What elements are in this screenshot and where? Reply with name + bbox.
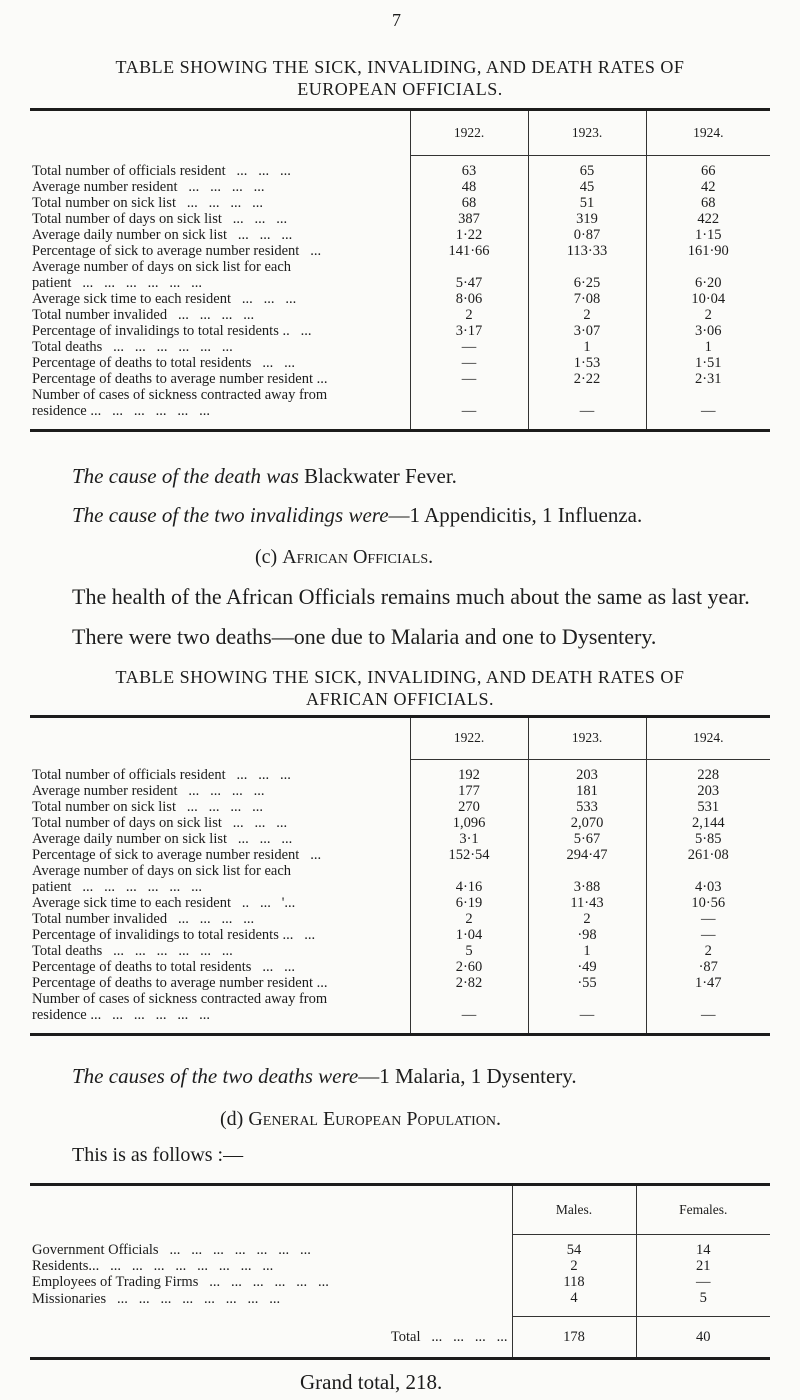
table-cell: 4·03 xyxy=(694,879,722,895)
table-cell: — xyxy=(701,1007,716,1023)
table-row xyxy=(30,179,770,195)
row-label: Percentage of deaths to average number resident ... xyxy=(30,975,410,991)
table-cell: 1·22 xyxy=(410,227,528,243)
section-d-heading: (d) General European Population. xyxy=(220,1108,501,1130)
table-cell: 177 xyxy=(410,783,528,799)
page-number: 7 xyxy=(392,10,401,30)
table-cell: 3·07 xyxy=(528,323,646,339)
row-label: Percentage of deaths to total residents ... ... xyxy=(30,355,410,371)
invaliding-cause-note: The cause of the two invalidings were—1 Appendicitis, 1 Influenza. xyxy=(72,503,643,527)
table-cell: 0·87 xyxy=(528,227,646,243)
table-row xyxy=(30,847,770,863)
table-cell: — xyxy=(410,991,528,1035)
table-cell: — xyxy=(701,403,716,419)
row-label: Average number resident ... ... ... ... xyxy=(30,783,410,799)
death-cause-note: The cause of the death was Blackwater Fever. xyxy=(72,464,457,488)
row-label: Average daily number on sick list ... ... ... xyxy=(30,227,410,243)
table-cell: 2,144 xyxy=(691,815,725,831)
table-cell: 1·51 xyxy=(694,355,722,371)
african-table-title xyxy=(30,666,770,710)
row-label-line2: patient ... ... ... ... ... ... xyxy=(32,275,202,291)
european-title-line1: TABLE SHOWING THE SICK, INVALIDING, AND DEATH RATES OF xyxy=(115,57,685,77)
row-label-line2: patient ... ... ... ... ... ... xyxy=(32,879,202,895)
table-cell: 1 xyxy=(704,339,712,355)
table-cell: 161·90 xyxy=(687,243,729,259)
table-cell: 319 xyxy=(528,211,646,227)
table-cell: — xyxy=(410,339,528,355)
table-cell: 11·43 xyxy=(528,895,646,911)
row-label: Total number on sick list ... ... ... ... xyxy=(30,195,410,211)
row-label: Percentage of deaths to average number resident ... xyxy=(30,371,410,387)
table-cell: 113·33 xyxy=(528,243,646,259)
table-row xyxy=(30,927,770,943)
table-cell: 5·67 xyxy=(528,831,646,847)
table-row xyxy=(30,759,770,783)
table-row xyxy=(30,943,770,959)
row-label-line1: Number of cases of sickness contracted away from xyxy=(32,387,328,403)
table-cell: 63 xyxy=(410,155,528,179)
total-row xyxy=(30,1317,770,1359)
table-cell: 6·20 xyxy=(694,275,722,291)
table-row xyxy=(30,1258,770,1274)
table-cell: 65 xyxy=(528,155,646,179)
table-cell: 10·56 xyxy=(691,895,726,911)
table-cell: 2 xyxy=(528,911,646,927)
row-label: Percentage of sick to average number resident ... xyxy=(30,847,410,863)
table-row xyxy=(30,355,770,371)
row-label-line2: residence ... ... ... ... ... ... xyxy=(32,1007,210,1023)
males-cell: 118 xyxy=(512,1274,636,1290)
table-cell: — xyxy=(528,991,646,1035)
table-cell: 51 xyxy=(528,195,646,211)
table-row xyxy=(30,991,770,1035)
table-cell: 2,070 xyxy=(528,815,646,831)
table-cell: 3·88 xyxy=(528,863,646,895)
population-table xyxy=(30,1183,770,1360)
grand-total: Grand total, 218. xyxy=(300,1370,443,1394)
table-cell: 2 xyxy=(410,911,528,927)
table-row xyxy=(30,339,770,355)
females-total: 40 xyxy=(636,1317,770,1359)
females-cell: — xyxy=(696,1274,711,1290)
row-label: Total number invalided ... ... ... ... xyxy=(30,911,410,927)
table-cell: 1·15 xyxy=(694,227,722,243)
year-header: 1924. xyxy=(646,717,770,760)
table-cell: 531 xyxy=(697,799,720,815)
table-cell: 422 xyxy=(697,211,720,227)
table-row xyxy=(30,387,770,431)
row-label: Total number of officials resident ... ... ... xyxy=(30,759,410,783)
table-cell: 203 xyxy=(528,759,646,783)
females-header: Females. xyxy=(636,1185,770,1235)
table-cell: 2 xyxy=(528,307,646,323)
table-cell: ·49 xyxy=(528,959,646,975)
table-cell: 2·22 xyxy=(528,371,646,387)
row-label: Total deaths ... ... ... ... ... ... xyxy=(30,339,410,355)
males-cell: 4 xyxy=(512,1290,636,1317)
table-cell: 3·17 xyxy=(410,323,528,339)
table-row xyxy=(30,259,770,291)
table-row xyxy=(30,1290,770,1317)
table-cell: — xyxy=(410,387,528,431)
row-label xyxy=(30,259,410,291)
females-cell: 21 xyxy=(696,1258,711,1274)
table-cell: 7·08 xyxy=(528,291,646,307)
table-cell: — xyxy=(410,371,528,387)
table-cell: 181 xyxy=(528,783,646,799)
table-cell: 6·25 xyxy=(528,259,646,291)
row-label: Total deaths ... ... ... ... ... ... xyxy=(30,943,410,959)
males-total: 178 xyxy=(512,1317,636,1359)
table-cell: 2·82 xyxy=(410,975,528,991)
table-cell: 1·04 xyxy=(410,927,528,943)
table-cell: 192 xyxy=(410,759,528,783)
table-row xyxy=(30,783,770,799)
row-label: Percentage of sick to average number resident ... xyxy=(30,243,410,259)
row-label: Residents... ... ... ... ... ... ... ... ... xyxy=(30,1258,512,1274)
table-row xyxy=(30,911,770,927)
males-cell: 2 xyxy=(512,1258,636,1274)
table-cell: — xyxy=(528,387,646,431)
table-row xyxy=(30,895,770,911)
table-cell: — xyxy=(701,911,716,927)
table-row xyxy=(30,1274,770,1290)
table-cell: 48 xyxy=(410,179,528,195)
males-header: Males. xyxy=(512,1185,636,1235)
table-cell: 2 xyxy=(410,307,528,323)
row-label: Government Officials ... ... ... ... ... ... ... xyxy=(30,1234,512,1258)
table-cell: 5·47 xyxy=(410,259,528,291)
table-cell: 1 xyxy=(528,339,646,355)
table-row xyxy=(30,1234,770,1258)
table-cell: 228 xyxy=(697,767,720,783)
table-row xyxy=(30,323,770,339)
table-cell: 2·31 xyxy=(694,371,722,387)
row-label: Missionaries ... ... ... ... ... ... ... ... xyxy=(30,1290,512,1317)
year-header: 1923. xyxy=(528,717,646,760)
african-death-causes-note: The causes of the two deaths were—1 Malaria, 1 Dysentery. xyxy=(72,1064,577,1088)
table-cell: 6·19 xyxy=(410,895,528,911)
table-cell: 45 xyxy=(528,179,646,195)
row-label: Average sick time to each resident ... ... ... xyxy=(30,291,410,307)
table-row xyxy=(30,831,770,847)
row-label: Percentage of invalidings to total residents ... ... xyxy=(30,927,410,943)
table-cell: 1 xyxy=(528,943,646,959)
african-title-line2: AFRICAN OFFICIALS. xyxy=(305,689,495,709)
table-row xyxy=(30,243,770,259)
females-cell: 14 xyxy=(696,1242,711,1258)
paragraph-african-health: The health of the African Officials remains much about the same as last year. xyxy=(72,584,750,609)
table-cell: 3·1 xyxy=(410,831,528,847)
table-cell: 1·53 xyxy=(528,355,646,371)
table-row xyxy=(30,307,770,323)
table-cell: 2 xyxy=(704,943,712,959)
row-label xyxy=(30,863,410,895)
follows-text: This is as follows :— xyxy=(72,1144,244,1166)
table-cell: 270 xyxy=(410,799,528,815)
table-cell: 68 xyxy=(410,195,528,211)
table-row xyxy=(30,155,770,179)
table-cell: 2 xyxy=(704,307,712,323)
row-label-line1: Average number of days on sick list for each xyxy=(32,259,292,275)
table-cell: 66 xyxy=(701,163,716,179)
table-row xyxy=(30,815,770,831)
table-cell: 4·16 xyxy=(410,863,528,895)
females-cell: 5 xyxy=(699,1290,707,1306)
year-header: 1922. xyxy=(410,110,528,156)
row-label: Total number of days on sick list ... ... ... xyxy=(30,815,410,831)
year-header: 1924. xyxy=(646,110,770,156)
table-cell: ·98 xyxy=(528,927,646,943)
row-label: Employees of Trading Firms ... ... ... ... ... ... xyxy=(30,1274,512,1290)
table-row xyxy=(30,371,770,387)
table-row xyxy=(30,863,770,895)
african-officials-table xyxy=(30,715,770,1036)
table-cell: 2·60 xyxy=(410,959,528,975)
table-cell: 533 xyxy=(528,799,646,815)
table-cell: ·55 xyxy=(528,975,646,991)
row-label-line2: residence ... ... ... ... ... ... xyxy=(32,403,210,419)
table-cell: 42 xyxy=(701,179,716,195)
row-label: Average sick time to each resident .. ... '... xyxy=(30,895,410,911)
table-cell: — xyxy=(410,355,528,371)
table-row xyxy=(30,799,770,815)
row-label: Average daily number on sick list ... ... ... xyxy=(30,831,410,847)
table-row xyxy=(30,959,770,975)
year-header: 1922. xyxy=(410,717,528,760)
table-cell: 3·06 xyxy=(694,323,722,339)
row-label: Total number on sick list ... ... ... ... xyxy=(30,799,410,815)
table-cell: 5·85 xyxy=(694,831,722,847)
table-cell: 1·47 xyxy=(694,975,722,991)
table-row xyxy=(30,195,770,211)
table-cell: 294·47 xyxy=(528,847,646,863)
table-cell: 387 xyxy=(410,211,528,227)
row-label: Total number of officials resident ... ... ... xyxy=(30,155,410,179)
table-cell: — xyxy=(701,927,716,943)
european-title-line2: EUROPEAN OFFICIALS. xyxy=(297,79,503,99)
table-cell: 5 xyxy=(410,943,528,959)
row-label: Average number resident ... ... ... ... xyxy=(30,179,410,195)
table-cell: 1,096 xyxy=(410,815,528,831)
row-label: Percentage of invalidings to total residents .. ... xyxy=(30,323,410,339)
table-row xyxy=(30,227,770,243)
table-cell: 141·66 xyxy=(410,243,528,259)
paragraph-african-deaths: There were two deaths—one due to Malaria and one to Dysentery. xyxy=(72,624,657,649)
row-label: Total number of days on sick list ... ... ... xyxy=(30,211,410,227)
section-c-heading: (c) African Officials. xyxy=(255,546,434,568)
row-label: Total number invalided ... ... ... ... xyxy=(30,307,410,323)
males-cell: 54 xyxy=(512,1234,636,1258)
year-header: 1923. xyxy=(528,110,646,156)
total-label: Total ... ... ... ... xyxy=(30,1317,512,1359)
table-cell: 152·54 xyxy=(410,847,528,863)
table-cell: 261·08 xyxy=(687,847,729,863)
european-officials-table xyxy=(30,108,770,432)
table-cell: 203 xyxy=(697,783,720,799)
table-cell: ·87 xyxy=(698,959,718,975)
row-label: Percentage of deaths to total residents ... ... xyxy=(30,959,410,975)
row-label-line1: Number of cases of sickness contracted away from xyxy=(32,991,328,1007)
row-label xyxy=(30,991,410,1035)
table-cell: 8·06 xyxy=(410,291,528,307)
table-row xyxy=(30,211,770,227)
row-label-line1: Average number of days on sick list for each xyxy=(32,863,292,879)
table-cell: 68 xyxy=(701,195,716,211)
row-label xyxy=(30,387,410,431)
table-cell: 10·04 xyxy=(691,291,726,307)
european-table-title xyxy=(30,56,770,100)
table-row xyxy=(30,975,770,991)
african-title-line1: TABLE SHOWING THE SICK, INVALIDING, AND DEATH RATES OF xyxy=(115,667,685,687)
table-row xyxy=(30,291,770,307)
